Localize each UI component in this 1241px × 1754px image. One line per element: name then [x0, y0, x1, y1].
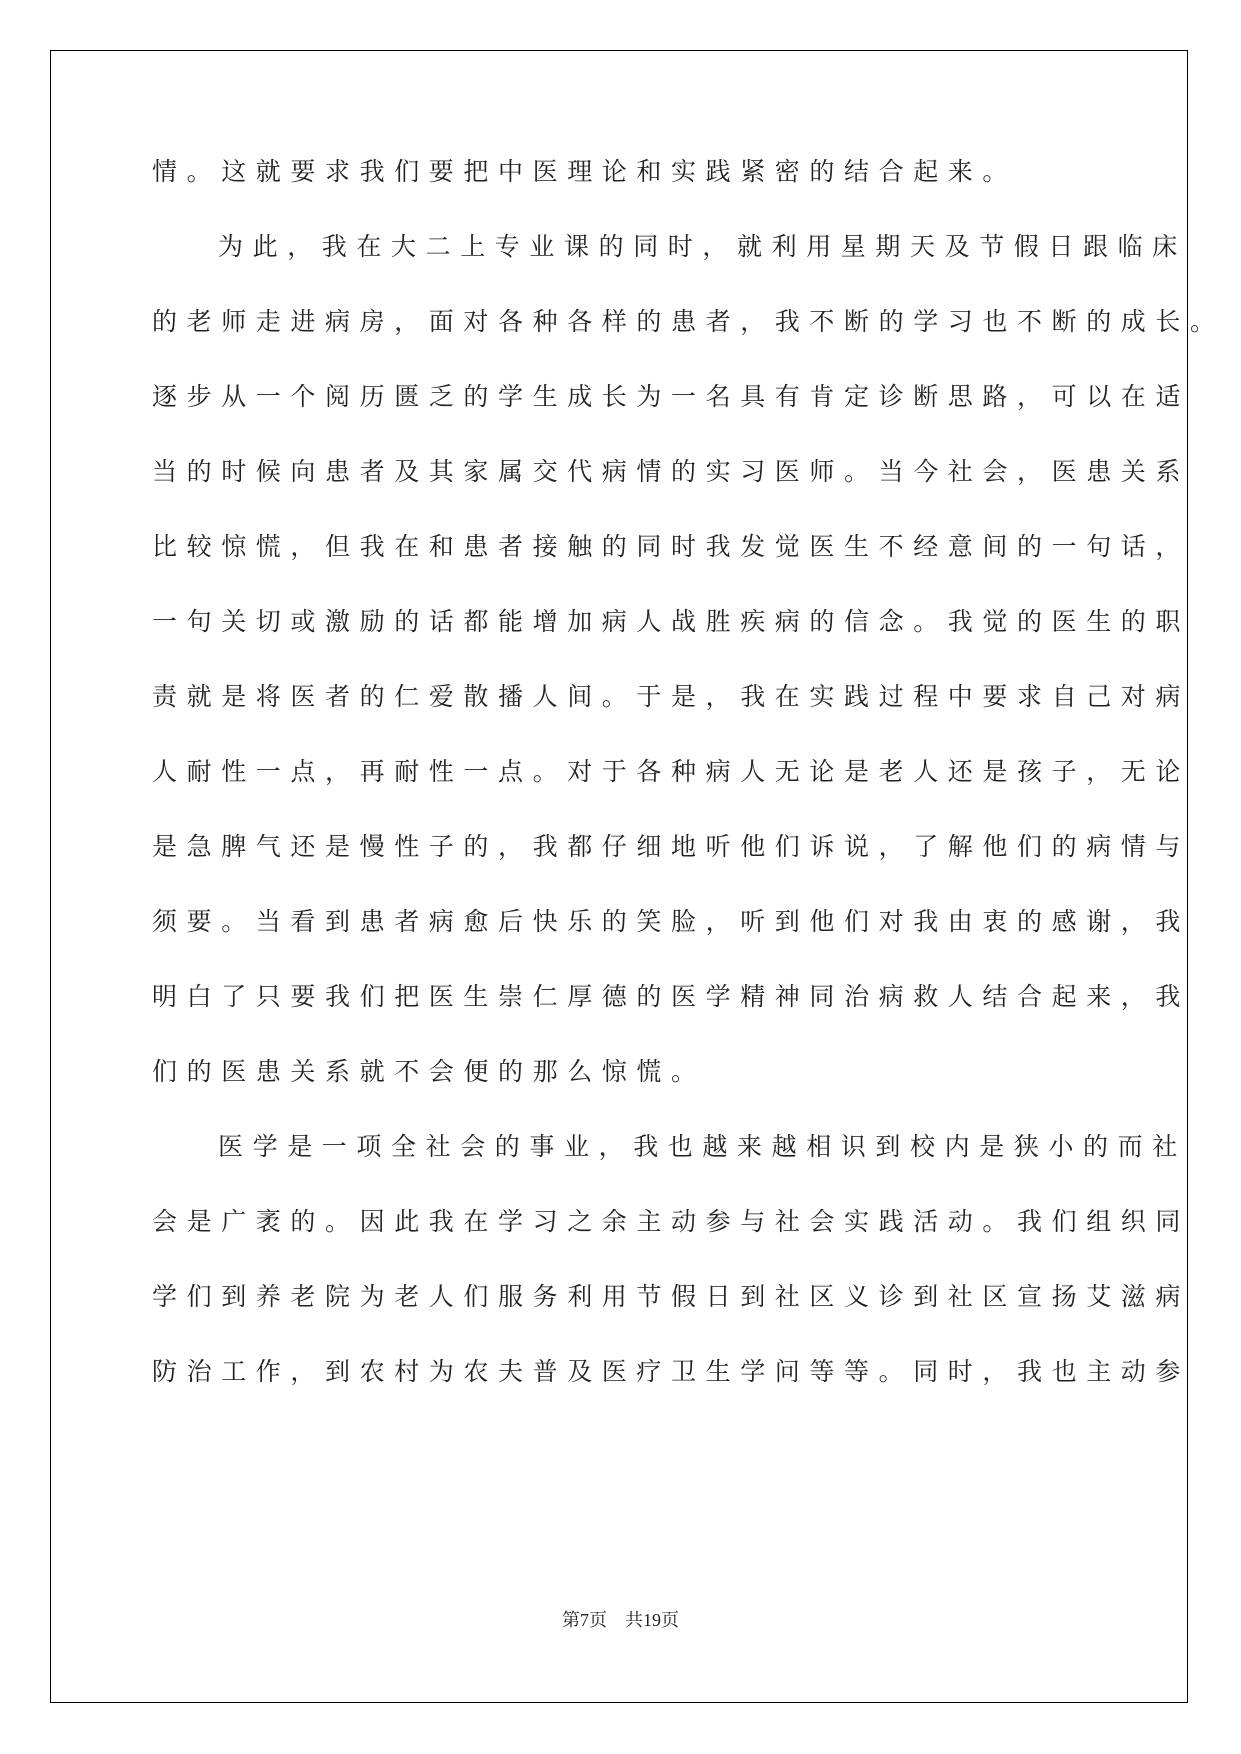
paragraph-first-line: 医学是一项全社会的事业，我也越来越相识到校内是狭小的而社: [218, 1132, 1187, 1161]
page-footer: [0, 1608, 1241, 1632]
text-line: 们的医患关系就不会便的那么惊慌。: [152, 1057, 706, 1086]
page-total: 共19页: [625, 1610, 679, 1630]
text-line: 明白了只要我们把医生崇仁厚德的医学精神同治病救人结合起来，我: [152, 982, 1191, 1011]
text-line: 学们到养老院为老人们服务利用节假日到社区义诊到社区宣扬艾滋病: [152, 1282, 1191, 1311]
page-number: 第7页: [562, 1610, 607, 1630]
text-line: 须要。当看到患者病愈后快乐的笑脸，听到他们对我由衷的感谢，我: [152, 907, 1191, 936]
text-line: 防治工作，到农村为农夫普及医疗卫生学问等等。同时，我也主动参: [152, 1357, 1191, 1386]
text-line: 会是广袤的。因此我在学习之余主动参与社会实践活动。我们组织同: [152, 1207, 1191, 1236]
page-border: [50, 50, 1191, 1703]
text-line: 比较惊慌，但我在和患者接触的同时我发觉医生不经意间的一句话，: [152, 532, 1191, 561]
text-line: 当的时候向患者及其家属交代病情的实习医师。当今社会，医患关系: [152, 457, 1191, 486]
text-line: 逐步从一个阅历匮乏的学生成长为一名具有肯定诊断思路，可以在适: [152, 382, 1191, 411]
text-line: 情。这就要求我们要把中医理论和实践紧密的结合起来。: [152, 157, 1018, 186]
text-line: 是急脾气还是慢性子的，我都仔细地听他们诉说，了解他们的病情与: [152, 832, 1191, 861]
text-line: 人耐性一点，再耐性一点。对于各种病人无论是老人还是孩子，无论: [152, 757, 1191, 786]
text-line: 责就是将医者的仁爱散播人间。于是，我在实践过程中要求自己对病: [152, 682, 1191, 711]
paragraph-first-line: 为此，我在大二上专业课的同时，就利用星期天及节假日跟临床: [218, 232, 1187, 261]
text-line: 的老师走进病房，面对各种各样的患者，我不断的学习也不断的成长。: [152, 307, 1225, 336]
text-line: 一句关切或激励的话都能增加病人战胜疾病的信念。我觉的医生的职: [152, 607, 1191, 636]
